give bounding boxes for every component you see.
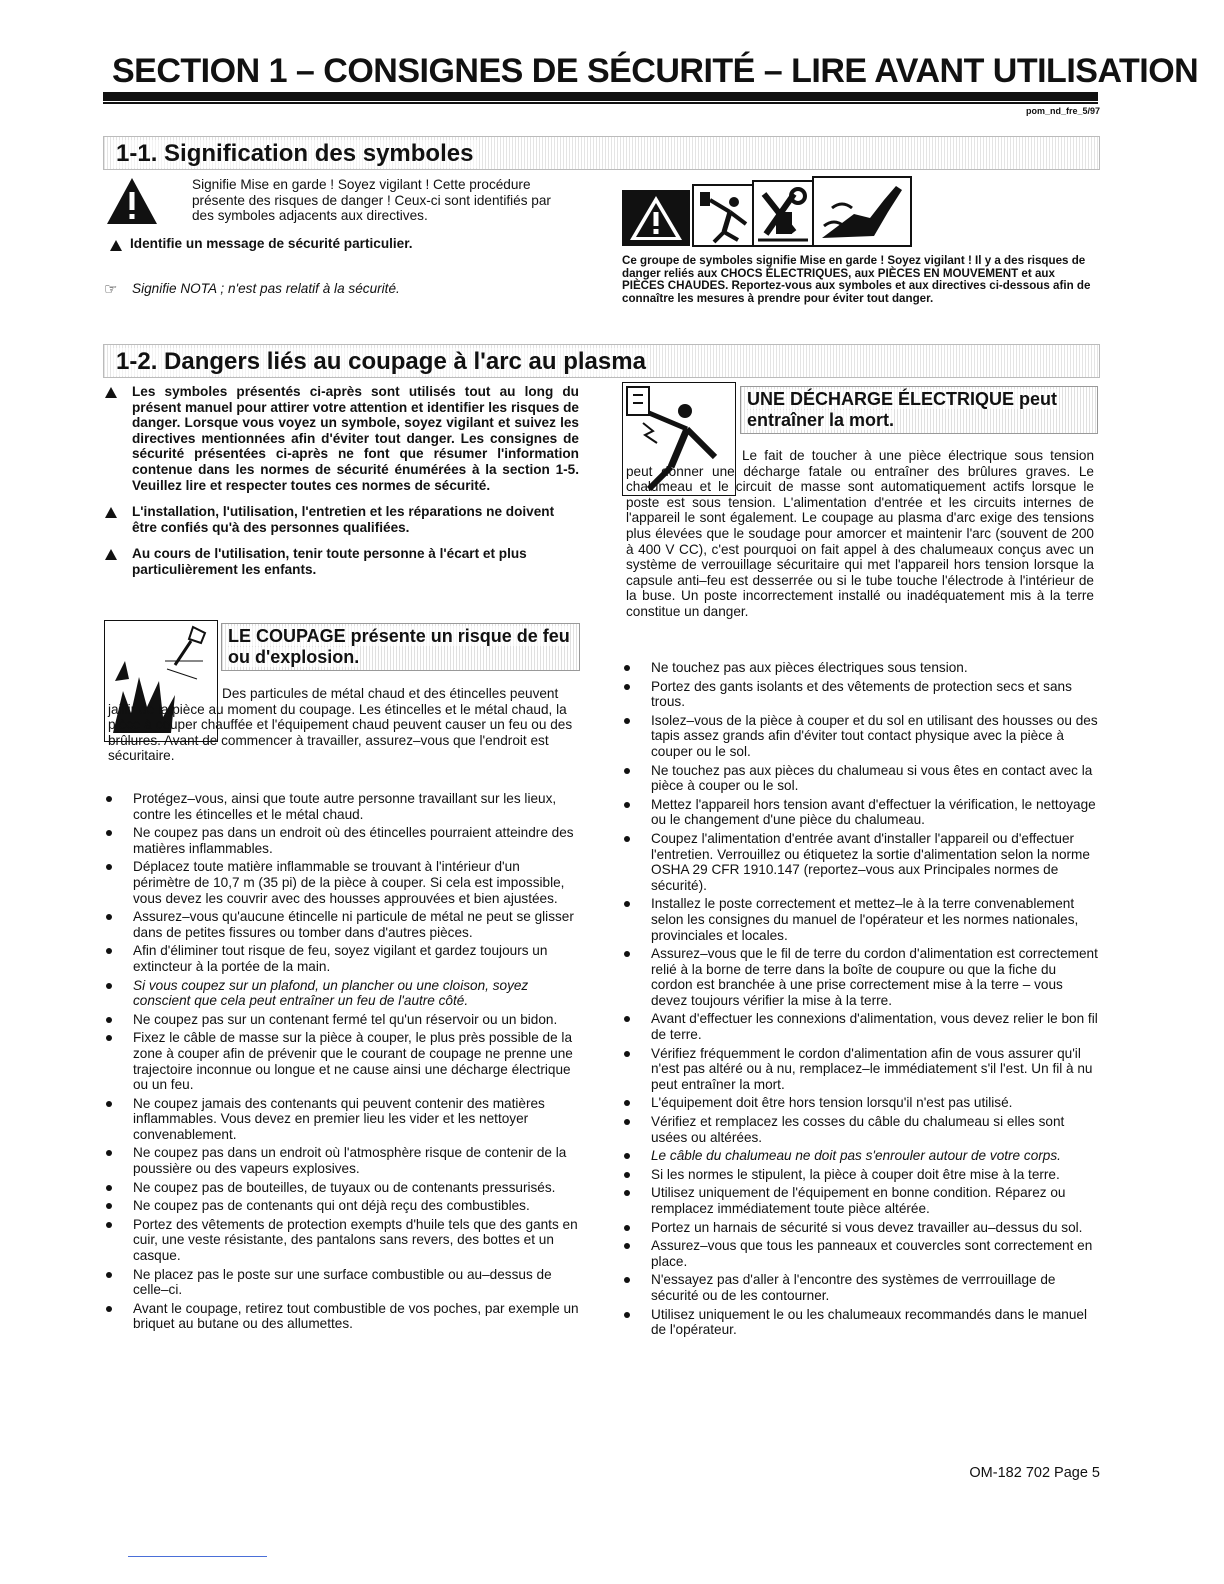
list-item: Si vous coupez sur un plafond, un plancher ou une cloison, soyez conscient que cela peut entraîner un feu de l'autre côté. xyxy=(104,978,580,1009)
list-item: Isolez–vous de la pièce à couper et du sol en utilisant des housses ou des tapis assez grands afin d'éviter tout contact physique avec la pièce à couper ou le sol. xyxy=(622,713,1099,760)
page-title: SECTION 1 – CONSIGNES DE SÉCURITÉ – LIRE AVANT UTILISATION xyxy=(112,52,1199,90)
list-item: Avant d'effectuer les connexions d'alimentation, vous devez relier le bon fil de terre. xyxy=(622,1011,1099,1042)
fire-hazard-body xyxy=(108,686,578,764)
list-item: Avant le coupage, retirez tout combustible de vos poches, par exemple un briquet au butane ou des allumettes. xyxy=(104,1301,580,1332)
section-heading-1-2-label: 1-2. Dangers liés au coupage à l'arc au plasma xyxy=(112,348,650,376)
shock-hazard-list xyxy=(622,660,1099,1341)
intro-block xyxy=(104,384,579,578)
moving-parts-symbol-icon xyxy=(752,180,814,247)
list-item: Déplacez toute matière inflammable se trouvant à l'intérieur d'un périmètre de 10,7 m (35 pi) de la pièce à couper. Si cela est impossible, vous devez les couvrir avec des housses approuvées et bien ajustées. xyxy=(104,859,580,906)
note-meaning-text: Signifie NOTA ; n'est pas relatif à la sécurité. xyxy=(132,281,400,296)
list-item: Afin d'éliminer tout risque de feu, soyez vigilant et gardez toujours un extincteur à la portée de la main. xyxy=(104,943,580,974)
shock-hazard-body xyxy=(626,448,1094,620)
list-item: Ne placez pas le poste sur une surface combustible ou au–dessus de celle–ci. xyxy=(104,1267,580,1298)
pointing-hand-icon: ☞ xyxy=(104,281,118,298)
list-item: Assurez–vous que tous les panneaux et couvercles sont correctement en place. xyxy=(622,1238,1099,1269)
fire-hazard-heading-text: LE COUPAGE présente un risque de feu ou d'explosion. xyxy=(228,626,570,667)
list-item: Ne coupez jamais des contenants qui peuvent contenir des matières inflammables. Vous devez en premier lieu les vider et les nettoyer convenablement. xyxy=(104,1096,580,1143)
list-item: Ne coupez pas de contenants qui ont déjà reçu des combustibles. xyxy=(104,1198,580,1214)
shock-hazard-heading xyxy=(740,386,1098,434)
list-item: Coupez l'alimentation d'entrée avant d'installer l'appareil ou d'effectuer l'entretien. Verrouillez ou étiquetez la sortie d'alimentation selon la norme OSHA 29 CFR 1910.147 (reportez–vous aux Principales normes de sécurité). xyxy=(622,831,1099,893)
intro-paragraph xyxy=(104,384,579,493)
electric-shock-symbol-icon xyxy=(692,184,754,247)
list-item: N'essayez pas d'aller à l'encontre des systèmes de verrrouillage de sécurité ou de les contourner. xyxy=(622,1272,1099,1303)
small-triangle-icon xyxy=(105,549,117,560)
list-item: Utilisez uniquement le ou les chalumeaux recommandés dans le manuel de l'opérateur. xyxy=(622,1307,1099,1338)
identify-text: Identifie un message de sécurité particulier. xyxy=(130,236,413,251)
list-item: Fixez le câble de masse sur la pièce à couper, le plus près possible de la zone à couper afin de prévenir que le courant de coupage ne prenne une trajectoire inconnue ou longue et ne cause ainsi une décharge électrique ou un feu. xyxy=(104,1030,580,1092)
list-item: Portez des gants isolants et des vêtements de protection secs et sans trous. xyxy=(622,679,1099,710)
list-item: Vérifiez et remplacez les cosses du câble du chalumeau si elles sont usées ou altérées. xyxy=(622,1114,1099,1145)
intro-text: Au cours de l'utilisation, tenir toute personne à l'écart et plus particulièrement les enfants. xyxy=(132,546,527,577)
intro-paragraph xyxy=(104,546,579,577)
list-item: Assurez–vous qu'aucune étincelle ni particule de métal ne peut se glisser dans de petites fissures ou tomber dans d'autres pièces. xyxy=(104,909,580,940)
symbols-caption: Ce groupe de symboles signifie Mise en garde ! Soyez vigilant ! Il y a des risques de danger reliés aux CHOCS ÉLECTRIQUES, aux PIÈCES EN MOUVEMENT et aux PIÈCES CHAUDES. Reportez-vous aux symboles et aux directives ci-dessous afin de connaître les mesures à prendre pour éviter tout danger. xyxy=(622,254,1091,305)
intro-text: L'installation, l'utilisation, l'entretien et les réparations ne doivent être confiés qu'à des personnes qualifiées. xyxy=(132,504,555,535)
warning-triangle-icon xyxy=(105,176,159,226)
footer-link-underline xyxy=(128,1556,267,1557)
list-item: Mettez l'appareil hors tension avant d'effectuer la vérification, le nettoyage ou le changement d'une pièce du chalumeau. xyxy=(622,797,1099,828)
title-rule xyxy=(103,92,1098,101)
list-item: Portez des vêtements de protection exempts d'huile tels que des gants en cuir, une veste résistante, des pantalons sans revers, des bottes et un casque. xyxy=(104,1217,580,1264)
list-item: Ne touchez pas aux pièces électriques sous tension. xyxy=(622,660,1099,676)
list-item: Si les normes le stipulent, la pièce à couper doit être mise à la terre. xyxy=(622,1167,1099,1183)
list-item: Le câble du chalumeau ne doit pas s'enrouler autour de votre corps. xyxy=(622,1148,1099,1164)
list-item: Utilisez uniquement de l'équipement en bonne condition. Réparez ou remplacez immédiatement toute pièce altérée. xyxy=(622,1185,1099,1216)
hot-parts-symbol-icon xyxy=(812,176,912,247)
section-heading-1-1 xyxy=(103,136,1100,170)
warning-meaning-text: Signifie Mise en garde ! Soyez vigilant ! Cette procédure présente des risques de danger ! Ceux-ci sont identifiés par des symboles adjacents aux directives. xyxy=(192,177,551,224)
fire-hazard-heading xyxy=(221,623,580,671)
list-item: Ne coupez pas de bouteilles, de tuyaux ou de contenants pressurisés. xyxy=(104,1180,580,1196)
list-item: Ne coupez pas dans un endroit où des étincelles pourraient atteindre des matières inflammables. xyxy=(104,825,580,856)
fire-hazard-body-text: Des particules de métal chaud et des étincelles peuvent jaillir de la pièce au moment du coupage. Les étincelles et le métal chaud, la pièce à couper chauffée et l'équipement chaud peuvent causer un feu ou des brûlures. Avant de commencer à travailler, assurez–vous que l'endroit est sécuritaire. xyxy=(108,686,573,764)
small-triangle-icon xyxy=(105,507,117,518)
list-item: Protégez–vous, ainsi que toute autre personne travaillant sur les lieux, contre les étincelles et le métal chaud. xyxy=(104,791,580,822)
document-code: pom_nd_fre_5/97 xyxy=(1025,106,1100,116)
hazard-symbol-group xyxy=(622,176,910,247)
page-number: OM-182 702 Page 5 xyxy=(969,1465,1100,1481)
list-item: Ne touchez pas aux pièces du chalumeau si vous êtes en contact avec la pièce à couper ou le sol. xyxy=(622,763,1099,794)
list-item: Ne coupez pas dans un endroit où l'atmosphère risque de contenir de la poussière ou des vapeurs explosives. xyxy=(104,1145,580,1176)
small-triangle-icon xyxy=(110,240,122,251)
list-item: Vérifiez fréquemment le cordon d'alimentation afin de vous assurer qu'il n'est pas altéré ou à nu, remplacez–le immédiatement s'il l'est. Un fil à nu peut entraîner la mort. xyxy=(622,1046,1099,1093)
small-triangle-icon xyxy=(105,387,117,398)
shock-hazard-body-text: Le fait de toucher à une pièce électrique sous tension peut donner une décharge fatale ou entraîner des brûlures graves. Le chalumeau et le circuit de masse sont automatiquement actifs lorsque le poste est sous tension. L'alimentation d'entrée et les circuits internes de l'appareil le sont également. Le coupage au plasma d'arc exige des tensions plus élevées que le soudage pour amorcer et maintenir l'arc (souvent de 200 à 400 V CC), c'est pourquoi on fait appel à des chalumeaux conçus avec un système de verrouillage sécuritaire qui met l'appareil hors tension lorsque la capsule anti–feu est desserrée ou si le tube touche l'électrode à l'intérieur de la buse. Un poste incorrectement installé ou inadéquatement mis à la terre constitue un danger. xyxy=(626,448,1094,619)
list-item: Assurez–vous que le fil de terre du cordon d'alimentation est correctement relié à la borne de terre dans la boîte de coupure ou que la fiche du cordon est branchée à une prise correctement mise à la terre – vous devez toujours vérifier la mise à la terre. xyxy=(622,946,1099,1008)
list-item: Installez le poste correctement et mettez–le à la terre convenablement selon les consignes du manuel de l'opérateur et les normes nationales, provinciales et locales. xyxy=(622,896,1099,943)
list-item: Portez un harnais de sécurité si vous devez travailler au–dessus du sol. xyxy=(622,1220,1099,1236)
warning-symbol-icon xyxy=(622,190,690,246)
section-heading-1-1-label: 1-1. Signification des symboles xyxy=(112,140,477,168)
list-item: L'équipement doit être hors tension lorsqu'il n'est pas utilisé. xyxy=(622,1095,1099,1111)
section-heading-1-2 xyxy=(103,344,1100,378)
fire-hazard-list xyxy=(104,791,580,1335)
title-rule-thin xyxy=(103,102,1098,104)
intro-text: Les symboles présentés ci-après sont utilisés tout au long du présent manuel pour attirer votre attention et identifier les risques de danger. Lorsque vous voyez un symbole, soyez vigilant et suivez les directives mentionnées afin d'éviter tout danger. Les consignes de sécurité présentées ci-après ne font que résumer l'information contenue dans les normes de sécurité énumérées à la section 1-5. Veuillez lire et respecter toutes ces normes de sécurité. xyxy=(132,384,579,493)
shock-hazard-heading-text: UNE DÉCHARGE ÉLECTRIQUE peut entraîner la mort. xyxy=(747,389,1058,430)
list-item: Ne coupez pas sur un contenant fermé tel qu'un réservoir ou un bidon. xyxy=(104,1012,580,1028)
intro-paragraph xyxy=(104,504,579,535)
